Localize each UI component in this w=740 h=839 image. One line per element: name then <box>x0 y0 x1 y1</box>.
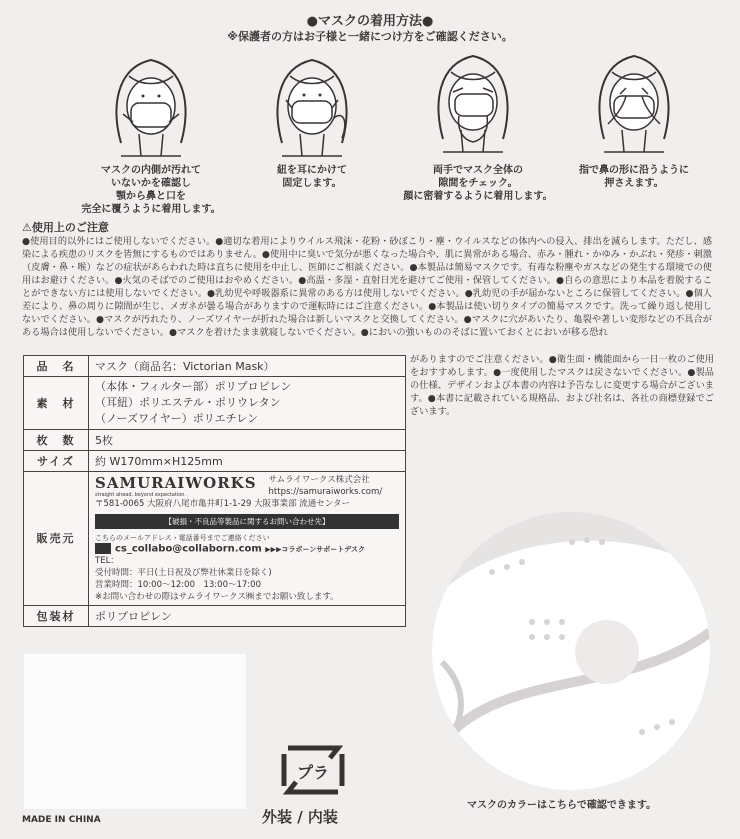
table-row <box>24 472 406 606</box>
wearing-mask-face-icon <box>101 48 201 158</box>
maker-url[interactable]: https://samuraiworks.com/ <box>268 487 383 497</box>
recycle-mark-text: プラ <box>296 763 330 782</box>
mask-texture-image <box>432 512 710 790</box>
table-row <box>24 451 406 472</box>
inquiry-bar: 【破損・不良品等製品に関するお問い合わせ先】 <box>95 514 399 529</box>
recycle-mark-icon <box>278 740 348 800</box>
warning-icon: ⚠ <box>22 221 32 234</box>
caution-text: ●使用目的以外にはご使用しないでください。●適切な着用によりウイルス飛沫・花粉・砂ぼこり・塵・ウイルスなどの体内への侵入、排出を減らします。ただし、感染による疾患のリスクを皆無にするものではありません。●使用中に臭いで気分が悪くなった場合や、肌に異常がある場合、赤み・腫れ・かゆみ・かぶれ・発疹・刺激（皮膚・鼻・喉）などの症状があらわれた時は直ちに使用を中止し、医師にご相談ください。●本製品は簡易マスクです。有毒な粉塵やガスなどの発生する環境での使用はお避けください。●火気のそばでのご使用はおやめください。●高温・多湿・直射日光を避けてご使用・保管してください。●自らの意思により本品を着脱することができない方には使用しないでください。●乳幼児や呼吸器系に異常のある方は使用しないでください。●乳幼児の手が届かないところに保管してください。●個人差により、鼻の周りに隙間が生じ、メガネが曇る場合がありますので運転時にはご注意ください。●本製品は使い切りタイプの簡易マスクです。洗って繰り返し使用しないでください。●マスクが汚れたり、ノーズワイヤーが折れた場合は新しいマスクと交換してください。●マスクに穴があいたり、亀裂や著しい変形などの不具合がある場合は使用しないでください。●マスクを着けたまま就寝しないでください。●においの強いもののそばに置いておくとにおいが移る恐れ <box>22 236 712 338</box>
nose-press-face-icon <box>584 44 684 154</box>
page-subtitle: ※保護者の方はお子様と一緒につけ方をご確認ください。 <box>227 30 513 43</box>
name-value: マスク（商品名：Victorian Mask） <box>89 356 406 377</box>
step-1-text: マスクの内側が汚れて いないかを確認し 顎から鼻と口を 完全に覆うように着用します。 <box>81 165 221 215</box>
packaging-value: ポリプロピレン <box>89 605 406 626</box>
maker-logo-block <box>95 474 257 498</box>
count-label: 枚 数 <box>24 430 89 451</box>
maker-details <box>269 474 383 498</box>
caution-text-continued: がありますのでご注意ください。●衛生面・機能面から一日一枚のご使用をおすすめします。●一度使用したマスクは戻さないでください。●製品の仕様、デザインおよび本書の内容は予告なしに変更する場合がございます。●本書に記載されている規格品、および社名は、各社の商標登録でございます。 <box>410 354 714 417</box>
maker-name: サムライワークス株式会社 <box>268 475 370 485</box>
spec-table <box>23 355 406 627</box>
made-in-label: MADE IN CHINA <box>22 815 101 825</box>
size-value: 約 W170mm×H125mm <box>89 451 406 472</box>
material-line-3: （ノーズワイヤー）ポリエチレン <box>95 412 259 425</box>
ear-loop-face-icon <box>262 48 362 158</box>
table-row <box>24 377 406 430</box>
seller-info <box>89 472 406 606</box>
inquiry-note: ※お問い合わせの際はサムライワークス㈱までお願い致します。 <box>95 591 339 602</box>
email[interactable]: cs_collabo@collaborn.com <box>115 543 262 555</box>
material-line-2: （耳紐）ポリエステル・ポリウレタン <box>95 396 281 409</box>
name-label: 品 名 <box>24 356 89 377</box>
maker-header <box>95 474 399 498</box>
envelope-icon <box>95 543 111 554</box>
business-hours: 営業時間：10:00〜12:00 13:00〜17:00 <box>95 579 261 590</box>
table-row <box>24 356 406 377</box>
material-value <box>89 377 406 430</box>
email-note: こちらのメールアドレス・電話番号までご連絡ください <box>95 534 270 542</box>
size-label: サイズ <box>24 451 89 472</box>
count-value: 5枚 <box>89 430 406 451</box>
color-note: マスクのカラーはこちらで確認できます。 <box>467 800 657 811</box>
step-4-text: 指で鼻の形に沿うように 押さえます。 <box>579 165 689 189</box>
tel-label: TEL： <box>95 555 119 566</box>
mask-color-photo[interactable] <box>432 512 710 790</box>
caution-title: 使用上のご注意 <box>31 221 109 234</box>
hours-label: 受付時間：平日(土日祝及び弊社休業日を除く) <box>95 567 272 578</box>
material-line-1: （本体・フィルター部）ポリプロピレン <box>95 380 292 393</box>
material-label: 素 材 <box>24 377 89 430</box>
support-desk: ▶▶▶コラボーンサポートデスク <box>265 545 366 554</box>
packaging-label: 包装材 <box>24 605 89 626</box>
outer-inner-label: 外装 / 内装 <box>262 808 338 826</box>
table-row <box>24 430 406 451</box>
blank-panel <box>24 654 246 809</box>
seller-label: 販売元 <box>24 472 89 606</box>
maker-address: 〒581-0065 大阪府八尾市亀井町1-1-29 大阪事業部 流通センター <box>95 499 350 509</box>
gap-check-face-icon <box>423 44 523 154</box>
maker-tagline: straight ahead, beyond expectation. <box>95 492 187 498</box>
page-title: ●マスクの着用方法● <box>306 14 434 29</box>
caution-heading <box>22 219 109 235</box>
step-3-text: 両手でマスク全体の 隙間をチェック。 顔に密着するように着用します。 <box>403 165 553 202</box>
step-2-text: 紐を耳にかけて 固定します。 <box>277 165 347 189</box>
maker-logo: SAMURAIWORKS <box>95 474 257 492</box>
email-line <box>95 543 399 555</box>
table-row <box>24 605 406 626</box>
